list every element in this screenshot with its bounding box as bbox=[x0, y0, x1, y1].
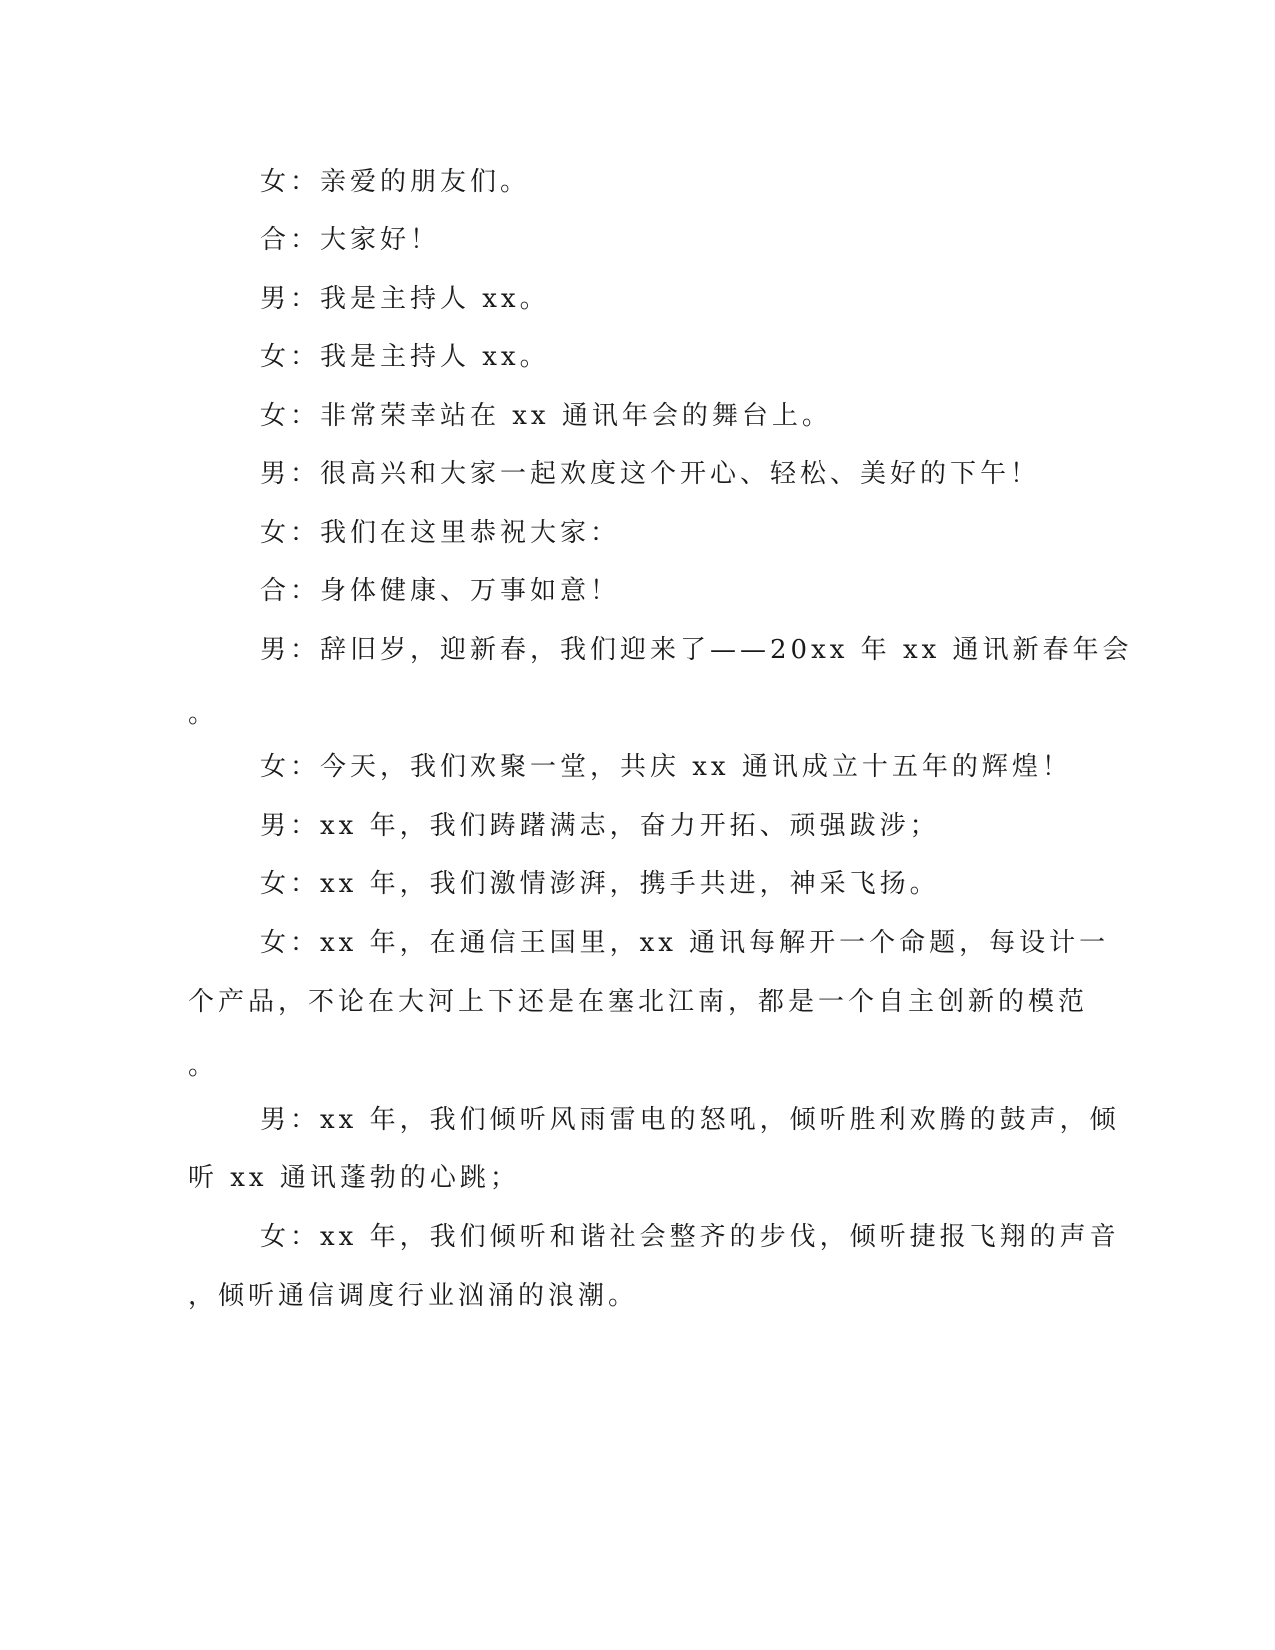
script-line: 女：我们在这里恭祝大家： bbox=[260, 518, 621, 548]
script-line: 女：xx 年，我们倾听和谐社会整齐的步伐，倾听捷报飞翔的声音 bbox=[260, 1222, 1120, 1252]
script-line: 男：xx 年，我们踌躇满志，奋力开拓、顽强跋涉； bbox=[260, 811, 940, 841]
script-line: 女：非常荣幸站在 xx 通讯年会的舞台上。 bbox=[260, 401, 832, 431]
script-line: 男：很高兴和大家一起欢度这个开心、轻松、美好的下午！ bbox=[260, 459, 1041, 489]
script-line-continuation: 。 bbox=[188, 1051, 219, 1081]
script-line: 男：辞旧岁，迎新春，我们迎来了——20xx 年 xx 通讯新春年会 bbox=[260, 635, 1133, 665]
script-line: 合：身体健康、万事如意！ bbox=[260, 576, 621, 606]
script-line: 女：xx 年，在通信王国里，xx 通讯每解开一个命题，每设计一 bbox=[260, 928, 1110, 958]
script-line: 女：今天，我们欢聚一堂，共庆 xx 通讯成立十五年的辉煌！ bbox=[260, 752, 1072, 782]
script-line: 女：xx 年，我们激情澎湃，携手共进，神采飞扬。 bbox=[260, 869, 940, 899]
script-line: 男：我是主持人 xx。 bbox=[260, 284, 550, 314]
script-line-continuation: 。 bbox=[188, 699, 219, 729]
script-line: 男：xx 年，我们倾听风雨雷电的怒吼，倾听胜利欢腾的鼓声，倾 bbox=[260, 1105, 1120, 1135]
script-line-continuation: ，倾听通信调度行业汹涌的浪潮。 bbox=[188, 1281, 639, 1311]
script-line: 女：我是主持人 xx。 bbox=[260, 342, 550, 372]
script-line-continuation: 个产品，不论在大河上下还是在塞北江南，都是一个自主创新的模范 bbox=[188, 987, 1089, 1017]
script-line-continuation: 听 xx 通讯蓬勃的心跳； bbox=[188, 1163, 520, 1193]
script-line: 合：大家好！ bbox=[260, 225, 441, 255]
script-line: 女：亲爱的朋友们。 bbox=[260, 167, 531, 197]
